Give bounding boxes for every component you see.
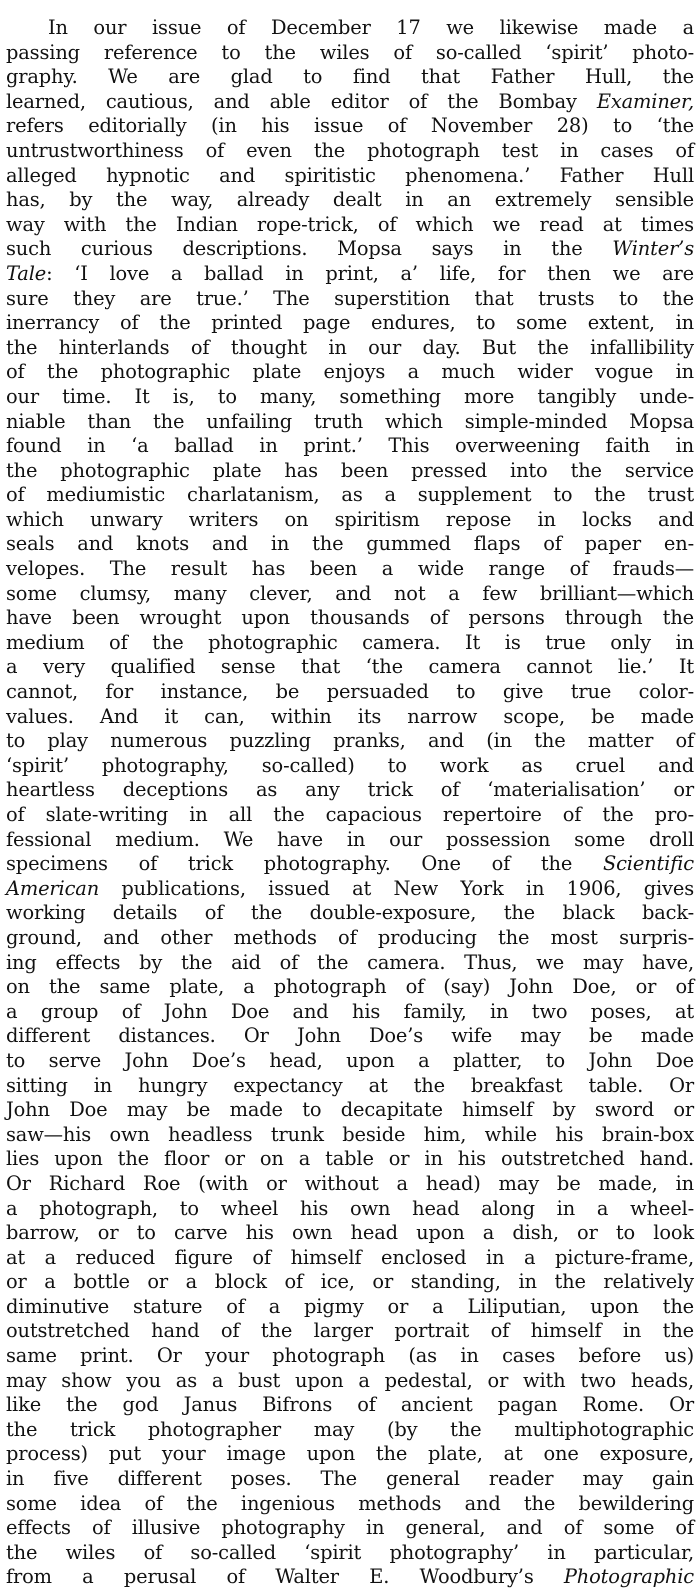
text-segment: velopes. The result has been a wide range of frauds—: [6, 557, 694, 581]
text-line: [6, 1074, 694, 1099]
text-line: [6, 114, 694, 139]
text-segment: barrow, or to carve his own head upon a dish, or to look: [6, 1221, 694, 1245]
text-line: [6, 385, 694, 410]
text-line: [6, 901, 694, 926]
text-line: [6, 1098, 694, 1123]
text-segment: which unwary writers on spiritism repose in locks and: [6, 507, 694, 531]
text-segment: to serve John Doe’s head, upon a platter, to John Doe: [6, 1048, 694, 1072]
text-segment: different distances. Or John Doe’s wife may be made: [6, 1024, 694, 1048]
text-segment: the trick photographer may (by the multiphotographic: [6, 1417, 694, 1441]
text-segment: inerrancy of the printed page endures, to some extent, in: [6, 311, 694, 335]
text-line: [6, 360, 694, 385]
text-line: [6, 1221, 694, 1246]
text-line: [6, 926, 694, 951]
text-line: [6, 729, 694, 754]
text-line: [6, 631, 694, 656]
text-segment: or a bottle or a block of ice, or standing, in the relatively: [6, 1270, 694, 1294]
text-line: [6, 90, 694, 115]
text-line: [6, 975, 694, 1000]
text-segment: sitting in hungry expectancy at the breakfast table. Or: [6, 1073, 694, 1097]
text-line: [6, 1246, 694, 1271]
text-segment: ground, and other methods of producing the most surpris-: [6, 925, 694, 949]
text-line: [6, 655, 694, 680]
text-line: [6, 705, 694, 730]
text-line: [6, 828, 694, 853]
italic-text-segment: Tale: [6, 261, 47, 285]
text-segment: effects of illusive photography in general, and of some of: [6, 1516, 694, 1540]
text-line: [6, 1467, 694, 1492]
text-segment: specimens of trick photography. One of the: [6, 852, 603, 876]
text-segment: outstretched hand of the larger portrait of himself in the: [6, 1319, 694, 1343]
text-segment: : ‘I love a ballad in print, a’ life, for then we are: [46, 261, 694, 285]
text-line: [6, 1319, 694, 1344]
text-segment: values. And it can, within its narrow scope, be made: [6, 704, 694, 728]
text-segment: way with the Indian rope-trick, of which we read at times: [6, 212, 694, 236]
text-segment: passing reference to the wiles of so-called ‘spirit’ photo-: [6, 40, 694, 64]
italic-text-segment: Photographic: [563, 1565, 694, 1589]
text-segment: of slate-writing in all the capacious repertoire of the pro-: [6, 803, 694, 826]
text-line: [6, 1049, 694, 1074]
text-line: [6, 1172, 694, 1197]
text-segment: some clumsy, many clever, and not a few brilliant—which: [6, 581, 694, 605]
text-segment: alleged hypnotic and spiritistic phenomena.’ Father Hull: [6, 163, 694, 187]
text-segment: a very qualified sense that ‘the camera cannot lie.’ It: [6, 655, 694, 679]
text-line: [6, 237, 694, 262]
text-segment: heartless deceptions as any trick of ‘materialisation’ or: [6, 778, 694, 802]
text-segment: lies upon the floor or on a table or in his outstretched hand.: [6, 1147, 694, 1171]
text-segment: the wiles of so-called ‘spirit photography’ in particular,: [6, 1540, 694, 1564]
text-segment: ing effects by the aid of the camera. Thus, we may have,: [6, 950, 694, 974]
text-segment: refers editorially (in his issue of November 28) to ‘the: [6, 114, 694, 138]
text-line: [6, 1418, 694, 1443]
text-line: [6, 1565, 694, 1590]
text-line: [6, 1541, 694, 1566]
text-line: [6, 803, 694, 828]
text-line: [6, 557, 694, 582]
italic-text-segment: Winter’s: [612, 237, 694, 261]
text-segment: graphy. We are glad to find that Father Hull, the: [6, 65, 694, 89]
text-line: [6, 951, 694, 976]
text-segment: publications, issued at New York in 1906, gives: [99, 876, 694, 900]
text-line: [6, 1000, 694, 1025]
text-segment: on the same plate, a photograph of (say) John Doe, or of: [6, 975, 694, 999]
text-line: [6, 164, 694, 189]
text-line: [6, 41, 694, 66]
text-line: [6, 680, 694, 705]
text-segment: of the photographic plate enjoys a much wider vogue in: [6, 360, 694, 384]
text-segment: the hinterlands of thought in our day. But the infallibility: [6, 335, 694, 359]
text-segment: process) put your image upon the plate, at one exposure,: [6, 1442, 694, 1466]
text-line: [6, 1369, 694, 1394]
text-line: [6, 287, 694, 312]
italic-text-segment: Scientific: [602, 852, 694, 876]
text-line: [6, 16, 694, 41]
text-line: [6, 483, 694, 508]
text-segment: seals and knots and in the gummed flaps of paper en-: [6, 532, 694, 556]
text-segment: our time. It is, to many, something more tangibly unde-: [6, 384, 694, 408]
text-line: [6, 262, 694, 287]
text-segment: from a perusal of Walter E. Woodbury’s: [6, 1565, 564, 1589]
text-segment: niable than the unfailing truth which simple-minded Mopsa: [6, 409, 694, 433]
text-segment: at a reduced figure of himself enclosed in a picture-frame,: [6, 1245, 694, 1269]
text-segment: same print. Or your photograph (as in cases before us): [6, 1344, 694, 1368]
text-segment: diminutive stature of a pigmy or a Liliputian, upon the: [6, 1294, 694, 1318]
text-segment: a photograph, to wheel his own head along in a wheel-: [6, 1196, 694, 1220]
text-line: [6, 1147, 694, 1172]
text-line: [6, 139, 694, 164]
text-line: [6, 532, 694, 557]
text-line: [6, 582, 694, 607]
text-line: [6, 1197, 694, 1222]
italic-text-segment: Examiner,: [596, 89, 694, 113]
text-line: [6, 459, 694, 484]
text-segment: working details of the double-exposure, the black back-: [6, 901, 694, 925]
text-segment: like the god Janus Bifrons of ancient pagan Rome. Or: [6, 1393, 694, 1417]
text-line: [6, 1344, 694, 1369]
text-segment: such curious descriptions. Mopsa says in the: [6, 237, 613, 261]
text-segment: in five different poses. The general reader may gain: [6, 1467, 694, 1491]
text-segment: Or Richard Roe (with or without a head) may be made, in: [6, 1171, 694, 1195]
text-line: [6, 606, 694, 631]
text-line: [6, 508, 694, 533]
text-segment: has, by the way, already dealt in an extremely sensible: [6, 188, 694, 212]
text-line: [6, 1270, 694, 1295]
text-line: [6, 65, 694, 90]
text-segment: learned, cautious, and able editor of the Bombay: [6, 89, 597, 113]
text-segment: In our issue of December 17 we likewise made a: [48, 16, 694, 39]
text-segment: have been wrought upon thousands of persons through the: [6, 606, 694, 630]
text-segment: a group of John Doe and his family, in two poses, at: [6, 999, 694, 1023]
article-page: [6, 16, 694, 1590]
text-segment: John Doe may be made to decapitate himself by sword or: [6, 1098, 694, 1122]
text-segment: fessional medium. We have in our possession some droll: [6, 827, 694, 851]
text-segment: saw—his own headless trunk beside him, while his brain-box: [6, 1122, 694, 1146]
text-line: [6, 311, 694, 336]
text-line: [6, 213, 694, 238]
text-line: [6, 188, 694, 213]
text-line: [6, 1123, 694, 1148]
text-segment: some idea of the ingenious methods and the bewildering: [6, 1491, 694, 1515]
text-segment: sure they are true.’ The superstition that trusts to the: [6, 286, 694, 310]
text-segment: of mediumistic charlatanism, as a supplement to the trust: [6, 483, 694, 507]
article-body: [6, 16, 694, 1590]
italic-text-segment: American: [6, 876, 100, 900]
text-segment: to play numerous puzzling pranks, and (in the matter of: [6, 729, 694, 753]
text-line: [6, 877, 694, 902]
text-line: [6, 410, 694, 435]
text-line: [6, 1442, 694, 1467]
text-segment: the photographic plate has been pressed into the service: [6, 458, 694, 482]
text-line: [6, 1024, 694, 1049]
text-line: [6, 778, 694, 803]
text-line: [6, 1295, 694, 1320]
text-line: [6, 1393, 694, 1418]
text-segment: untrustworthiness of even the photograph test in cases of: [6, 138, 694, 162]
text-line: [6, 434, 694, 459]
text-line: [6, 852, 694, 877]
text-segment: cannot, for instance, be persuaded to give true color-: [6, 680, 694, 704]
text-line: [6, 754, 694, 779]
text-line: [6, 1516, 694, 1541]
text-line: [6, 1492, 694, 1517]
text-line: [6, 336, 694, 361]
text-segment: medium of the photographic camera. It is true only in: [6, 630, 694, 654]
text-segment: found in ‘a ballad in print.’ This overweening faith in: [6, 434, 694, 458]
text-segment: may show you as a bust upon a pedestal, or with two heads,: [6, 1368, 694, 1392]
text-segment: ‘spirit’ photography, so-called) to work as cruel and: [6, 753, 694, 777]
